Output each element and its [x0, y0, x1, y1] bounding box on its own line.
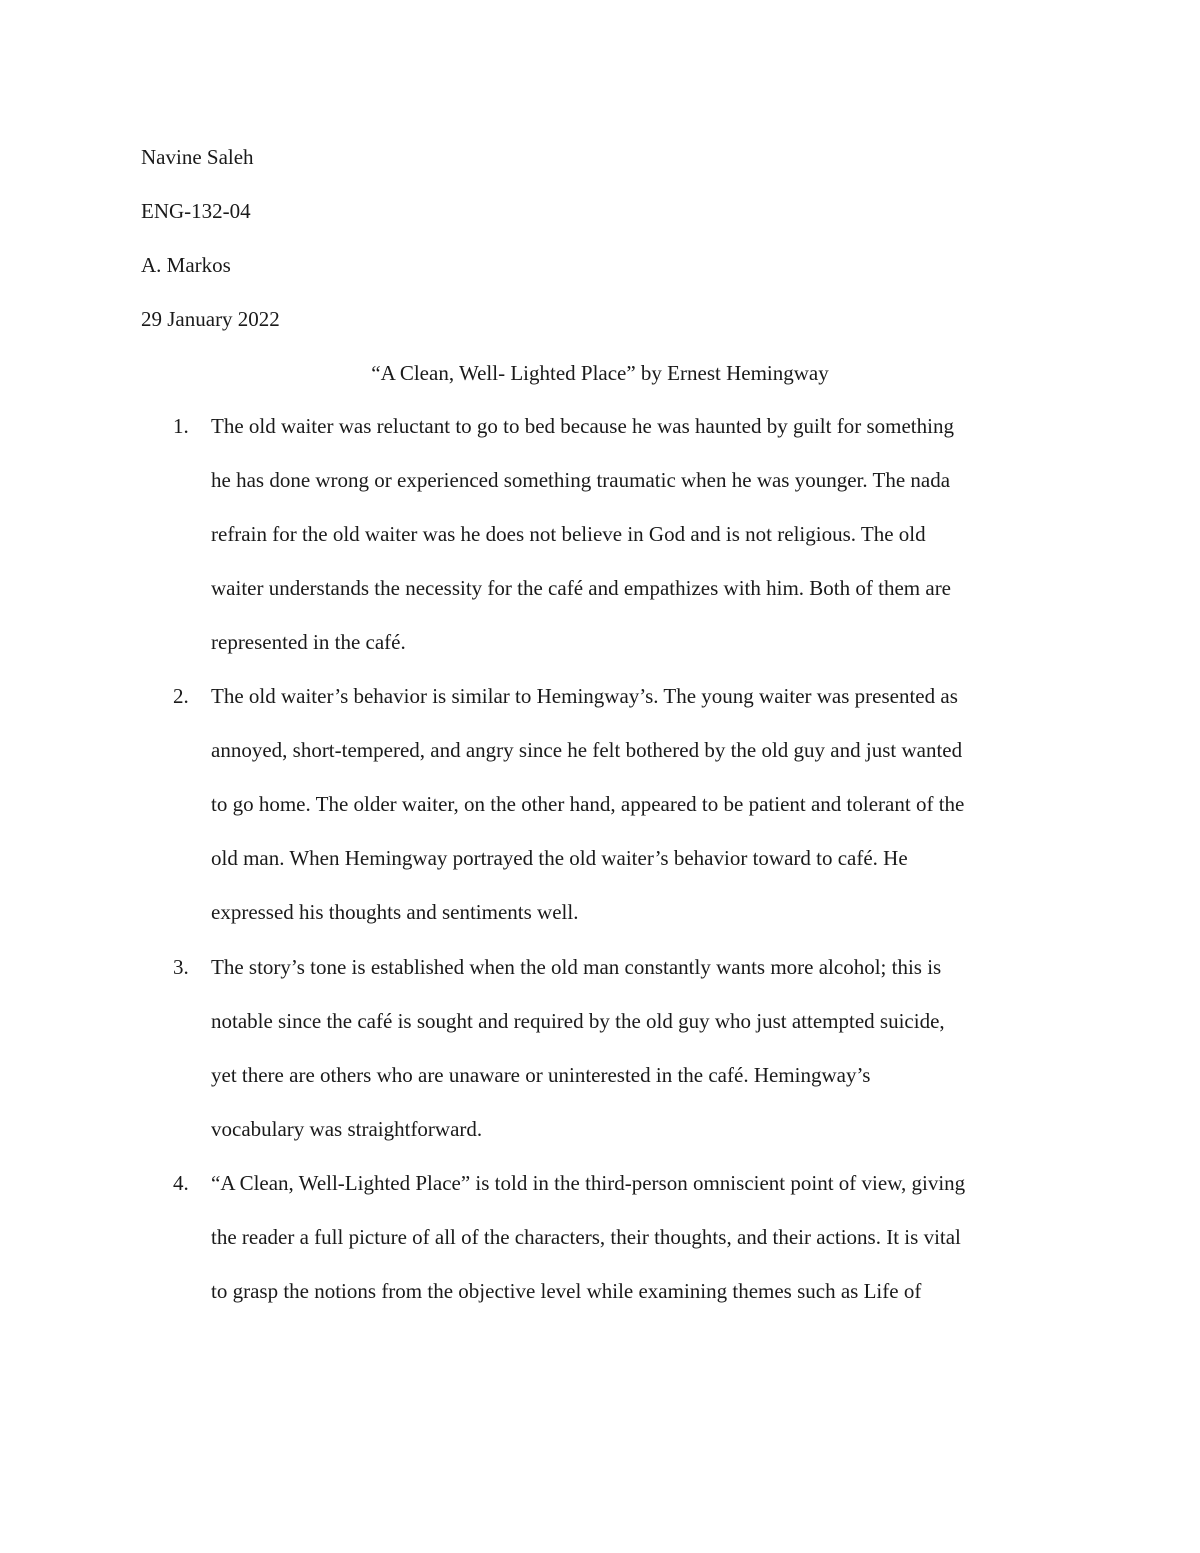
- author-name: Navine Saleh: [141, 145, 254, 169]
- document-date: 29 January 2022: [141, 307, 280, 331]
- text-line: vocabulary was straightforward.: [211, 1117, 483, 1141]
- text-line: old man. When Hemingway portrayed the old waiter’s behavior toward to café. He: [211, 846, 908, 870]
- text-line: The old waiter was reluctant to go to bed because he was haunted by guilt for something: [211, 414, 954, 438]
- list-item-number: 3.: [173, 955, 189, 979]
- document-title: “A Clean, Well- Lighted Place” by Ernest Hemingway: [371, 361, 829, 385]
- list-item-text: [211, 669, 1066, 939]
- text-line: represented in the café.: [211, 630, 406, 654]
- text-line: expressed his thoughts and sentiments well.: [211, 900, 579, 924]
- text-line: yet there are others who are unaware or uninterested in the café. Hemingway’s: [211, 1063, 871, 1087]
- text-line: the reader a full picture of all of the characters, their thoughts, and their actions. It is vital: [211, 1225, 961, 1249]
- list-item-number: 4.: [173, 1171, 189, 1195]
- text-line: refrain for the old waiter was he does not believe in God and is not religious. The old: [211, 522, 926, 546]
- course-code: ENG-132-04: [141, 199, 251, 223]
- text-line: The old waiter’s behavior is similar to Hemingway’s. The young waiter was presented as: [211, 684, 958, 708]
- list-item-text: [211, 399, 1066, 669]
- list-item-number: 2.: [173, 684, 189, 708]
- text-line: “A Clean, Well-Lighted Place” is told in the third-person omniscient point of view, giving: [211, 1171, 966, 1195]
- instructor-name: A. Markos: [141, 253, 231, 277]
- text-line: waiter understands the necessity for the café and empathizes with him. Both of them are: [211, 576, 952, 600]
- list-item-text: [211, 940, 1066, 1156]
- text-line: The story’s tone is established when the old man constantly wants more alcohol; this is: [211, 955, 942, 979]
- text-line: notable since the café is sought and required by the old guy who just attempted suicide,: [211, 1009, 945, 1033]
- list-item-number: 1.: [173, 414, 189, 438]
- list-item-text: [211, 1156, 1066, 1318]
- text-line: annoyed, short-tempered, and angry since he felt bothered by the old guy and just wanted: [211, 738, 963, 762]
- text-line: to go home. The older waiter, on the other hand, appeared to be patient and tolerant of the: [211, 792, 965, 816]
- text-line: he has done wrong or experienced something traumatic when he was younger. The nada: [211, 468, 951, 492]
- text-line: to grasp the notions from the objective level while examining themes such as Life of: [211, 1279, 922, 1303]
